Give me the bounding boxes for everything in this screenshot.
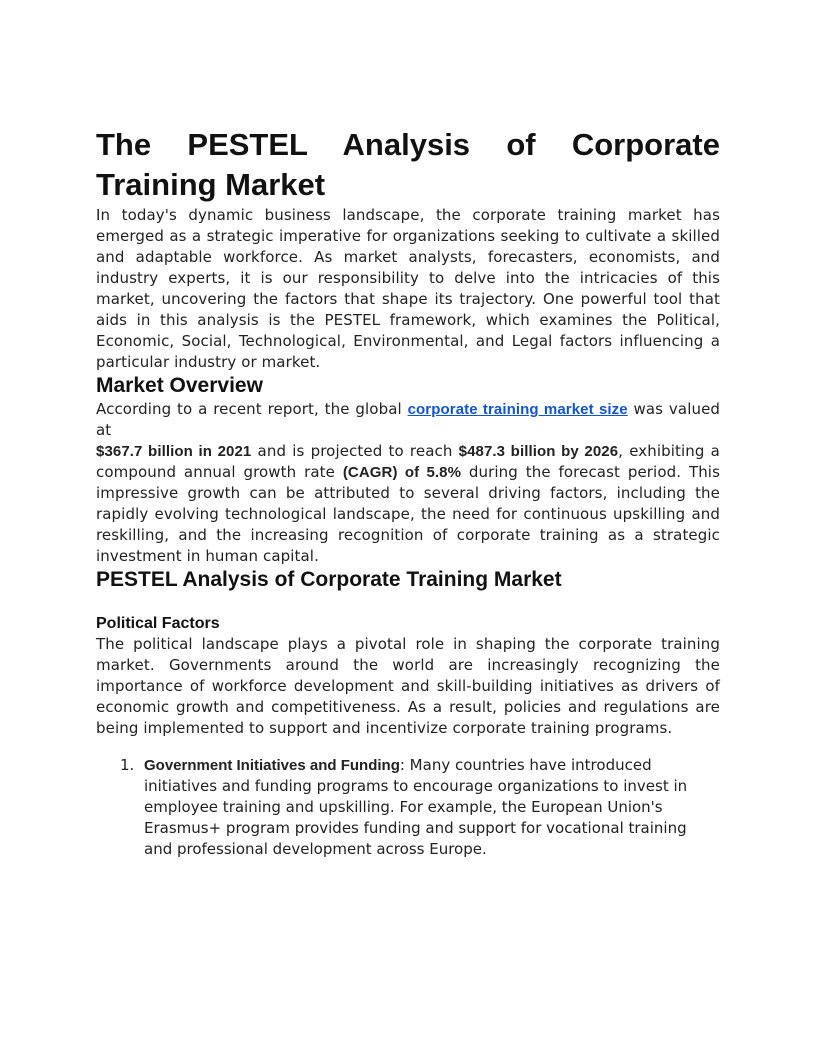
pestel-heading: PESTEL Analysis of Corporate Training Market: [96, 568, 562, 591]
title-line-2: Training Market: [96, 167, 326, 202]
value-2026: $487.3 billion by 2026: [458, 443, 619, 460]
page-title: [96, 125, 720, 205]
title-word: Analysis: [342, 127, 471, 162]
overview-text: during the forecast period. This impressive growth can be attributed to several driving factors, including the rapidly evolving technological landscape, the need for continuous upskilling and reskilling, and the increasing recognition of corporate training as a strategic investment in human capital.: [96, 463, 720, 565]
list-item: [96, 755, 688, 860]
political-factors-list: [96, 755, 720, 860]
title-line-1: [96, 125, 720, 165]
market-overview-heading: Market Overview: [96, 374, 263, 397]
market-size-link[interactable]: corporate training market size: [407, 401, 628, 418]
overview-text: According to a recent report, the global: [96, 400, 408, 418]
intro-paragraph: In today's dynamic business landscape, the corporate training market has emerged as a strategic imperative for organizations seeking to cultivate a skilled and adaptable workforce. As market analysts, forecasters, economists, and industry experts, it is our responsibility to delve into the intricacies of this market, uncovering the factors that shape its trajectory. One powerful tool that aids in this analysis is the PESTEL framework, which examines the Political, Economic, Social, Technological, Environmental, and Legal factors influencing a particular industry or market.: [96, 206, 720, 371]
value-2021: $367.7 billion in 2021: [96, 443, 252, 460]
list-item-text: : Many countries have introduced initiatives and funding programs to encourage organizations to invest in employee training and upskilling. For example, the European Union's Erasmus+ program provides funding and support for vocational training and professional development across Europe.: [144, 756, 688, 858]
title-word: Corporate: [571, 127, 720, 162]
list-item-number: 1.: [120, 756, 135, 774]
overview-text: and is projected to reach: [251, 442, 459, 460]
cagr-value: (CAGR) of 5.8%: [342, 464, 462, 481]
title-word: of: [506, 127, 536, 162]
title-word: The: [96, 127, 152, 162]
overview-text: was valued at: [96, 400, 721, 439]
document-page: [96, 125, 720, 860]
title-word: PESTEL: [187, 127, 308, 162]
overview-text: , exhibiting a compound annual growth rate: [96, 442, 720, 481]
market-overview-paragraph: [96, 399, 720, 567]
political-paragraph: The political landscape plays a pivotal role in shaping the corporate training market. Governments around the world are increasingly recognizing the importance of workforce development and skill-building initiatives as drivers of economic growth and competitiveness. As a result, policies and regulations are being implemented to support and incentivize corporate training programs.: [96, 635, 720, 737]
political-factors-heading: Political Factors: [96, 615, 220, 632]
list-item-title: Government Initiatives and Funding: [144, 757, 400, 774]
